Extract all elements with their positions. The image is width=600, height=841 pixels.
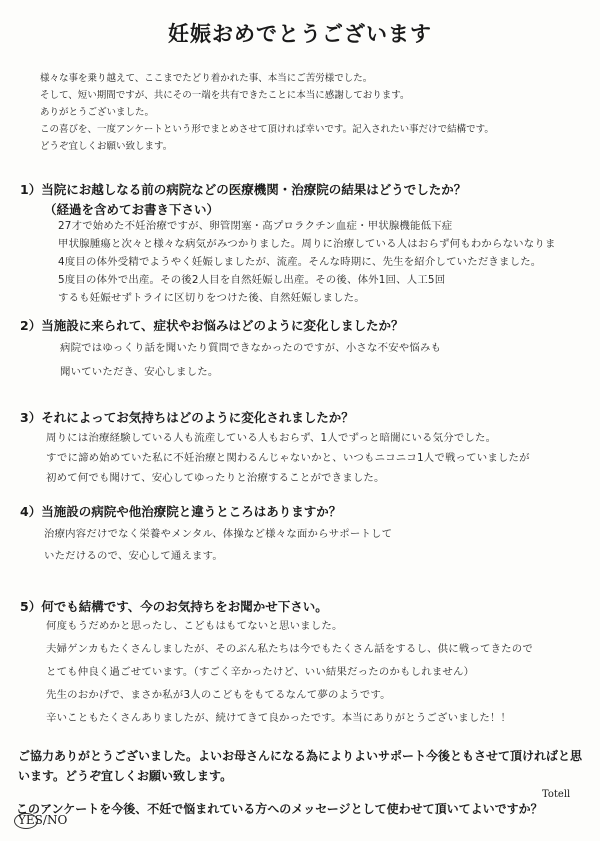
answer-line: 辛いこともたくさんありましたが、続けてきて良かったです。本当にありがとうございました！！ <box>46 712 512 724</box>
answer-1 <box>58 217 588 307</box>
page-title: 妊娠おめでとうございます <box>168 21 432 46</box>
answer-line: 5度目の体外で出産。その後2人目を自然妊娠し出産。その後、体外1回、人工5回 <box>58 274 446 286</box>
question-number: 4） <box>20 504 42 519</box>
answer-line: 4度目の体外受精でようやく妊娠しましたが、流産。そんな時期に、先生を紹介していただきました。 <box>58 256 542 268</box>
question-text: 当院にお越しなる前の病院などの医療機関・治療院の結果はどうでしたか？ <box>41 182 467 197</box>
answer-line: 初めて何でも聞けて、安心してゆったりと治療することができました。 <box>46 472 385 484</box>
intro-line: そして、短い期間ですが、共にその一端を共有できたことに本当に感謝しております。 <box>40 90 410 101</box>
question-text: 何でも結構です、今のお気持ちをお聞かせ下さい。 <box>41 599 328 614</box>
yes-no-answer: YES/NO <box>18 813 68 827</box>
question-number: 3） <box>20 410 42 425</box>
answer-line: 病院ではゆっくり話を聞いたり質問できなかったのですが、小さな不安や悩みも <box>60 342 442 354</box>
signature: Totell <box>542 789 571 800</box>
question-text: 当施設の病院や他治療院と違うところはありますか？ <box>41 504 342 519</box>
answer-line: 先生のおかげで、まさか私が3人のこどもをもてるなんて夢のようです。 <box>46 689 391 701</box>
question-3 <box>20 408 354 426</box>
answer-line: 甲状腺腫瘍と次々と様々な病気がみつかりました。周りに治療している人はおらず何もわからないなりま <box>58 238 556 250</box>
question-1 <box>20 180 466 198</box>
closing-message: ご協力ありがとうございました。よいお母さんになる為によりよいサポート今後ともさせて頂ければと思います。どうぞ宜しくお願い致します。 <box>18 749 583 783</box>
answer-2 <box>60 336 585 384</box>
answer-line: いただけるので、安心して通えます。 <box>44 550 223 562</box>
intro-text <box>40 70 580 155</box>
answer-line: 治療内容だけでなく栄養やメンタル、体操など様々な面からサポートして <box>44 528 393 540</box>
answer-line: 27才で始めた不妊治療ですが、卵管閉塞・高プロラクチン血症・甲状腺機能低下症 <box>58 220 453 232</box>
answer-line: 聞いていただき、安心しました。 <box>60 366 219 378</box>
question-number: 1） <box>20 182 42 197</box>
answer-line: するも妊娠せずトライに区切りをつけた後、自然妊娠しました。 <box>58 292 365 304</box>
answer-line: とても仲良く過ごせています。（すごく辛かったけど、いい結果だったのかもしれません） <box>46 666 475 678</box>
answer-3 <box>46 428 586 488</box>
answer-line: すでに諦め始めていた私に不妊治療と関わるんじゃないかと、いつもニコニコ1人で戦っていましたが <box>46 452 530 464</box>
question-4 <box>20 502 341 520</box>
question-text: それによってお気持ちはどのように変化されましたか？ <box>41 410 354 425</box>
question-number: 2） <box>20 318 42 333</box>
answer-5 <box>46 615 586 730</box>
question-5 <box>20 597 328 615</box>
intro-line: ありがとうございました。 <box>40 107 155 118</box>
answer-line: 周りには治療経験している人も流産している人もおらず、1人でずっと暗闇にいる気分でした。 <box>46 432 497 444</box>
question-number: 5） <box>20 599 42 614</box>
answer-4 <box>44 523 584 567</box>
intro-line: この喜びを、一度アンケートという形でまとめさせて頂ければ幸いです。記入されたい事だけで結構です。 <box>40 124 494 135</box>
answer-line: 何度もうだめかと思ったし、こどもはもてないと思いました。 <box>46 620 343 632</box>
intro-line: どうぞ宜しくお願い致します。 <box>40 141 173 152</box>
question-text: 当施設に来られて、症状やお悩みはどのように変化しましたか？ <box>41 318 404 333</box>
question-1-subtext: （経過を含めてお書き下さい） <box>44 202 220 217</box>
question-2 <box>20 316 403 334</box>
final-question: このアンケートを今後、不妊で悩まれている方へのメッセージとして使わせて頂いてよいですか？ <box>16 802 543 816</box>
intro-line: 様々な事を乗り越えて、ここまでたどり着かれた事、本当にご苦労様でした。 <box>40 73 373 84</box>
answer-line: 夫婦ゲンカもたくさんしましたが、そのぶん私たちは今でもたくさん話をするし、供に戦ってきたので <box>46 643 533 655</box>
